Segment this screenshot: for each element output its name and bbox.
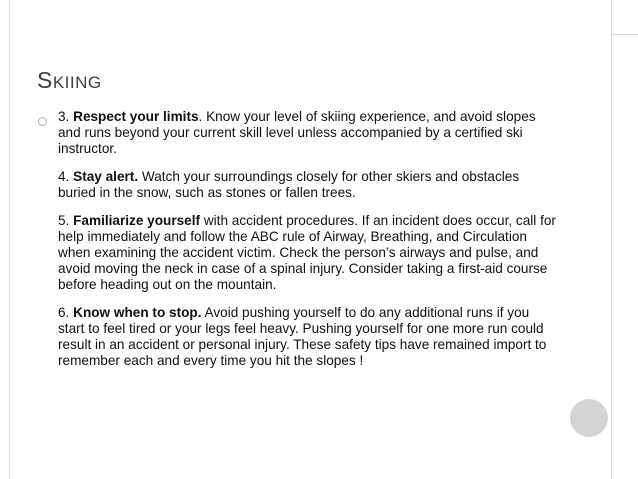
list-item: [58, 109, 558, 157]
bullet-circle-icon: [38, 117, 47, 126]
list-item: [58, 305, 558, 369]
item-text: with accident procedures. If an incident does occur, call for help immediately and follow the ABC rule of Airway, Breathing, and Circulation when examining the accident victim. Check the person’s airways and pulse, and avoid moving the neck in case of a spinal injury. Consider taking a first-aid course before heading out on the mountain.: [58, 213, 556, 292]
title-capital: S: [37, 67, 53, 93]
item-number: 4.: [58, 169, 74, 184]
item-text: Watch your surroundings closely for other skiers and obstacles buried in the snow, such as stones or fallen trees.: [58, 169, 520, 200]
item-heading: Familiarize yourself: [73, 213, 201, 228]
item-heading: Stay alert.: [73, 169, 139, 184]
item-heading: Respect your limits: [73, 109, 199, 124]
list-item: [58, 169, 558, 201]
left-border-line: [9, 0, 10, 479]
item-number: 6.: [58, 305, 74, 320]
item-heading: Know when to stop.: [73, 305, 202, 320]
item-text: . Know your level of skiing experience, and avoid slopes and runs beyond your current skill level unless accompanied by a certified ski instructor.: [58, 109, 536, 156]
slide-title: [37, 67, 102, 94]
item-number: 3.: [58, 109, 74, 124]
right-border-line: [611, 0, 612, 479]
item-number: 5.: [58, 213, 74, 228]
slide-body: [58, 109, 558, 381]
list-item: [58, 213, 558, 293]
top-right-accent-line: [611, 34, 638, 35]
item-text: Avoid pushing yourself to do any additional runs if you start to feel tired or your legs feel heavy. Pushing yourself for one more run could result in an accident or personal injury. These safety tips have remained import to remember each and every time you hit the slopes !: [58, 305, 547, 368]
title-rest: KIING: [52, 73, 102, 92]
decorative-circle: [570, 399, 608, 437]
